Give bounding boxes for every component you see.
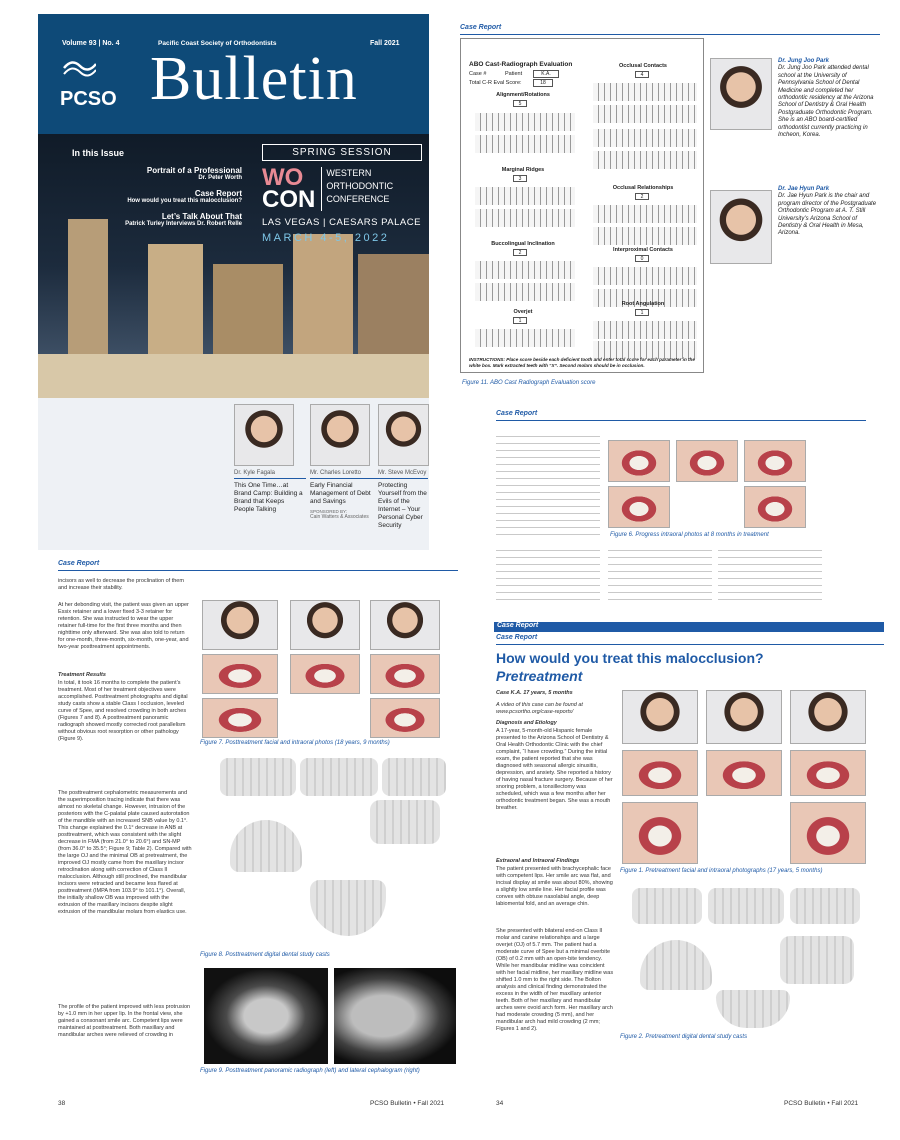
abo-section-score: 1 — [513, 317, 527, 324]
cover-item-title: Portrait of a Professional — [146, 166, 242, 175]
text-column — [496, 546, 600, 606]
speaker-photo — [310, 404, 370, 466]
study-cast-view — [716, 990, 790, 1028]
author-photo — [710, 190, 772, 264]
case-patient-line: Case K.A. 17 years, 5 months — [496, 690, 573, 696]
author-bio-text: Dr. Jung Joo Park attended dental school at the University of Pennsylvania School of Dental Medicine and completed her orthodontic residency at the Arizona School of Dentistry & Oral Health Postgraduate Orthodontic Program. She is an ABO board-certified orthodontist currently practicing in Incheon, Korea. — [778, 65, 874, 139]
author-photo — [710, 58, 772, 130]
posttreatment-intraoral-photo — [290, 654, 360, 694]
tooth-chart-row — [475, 283, 575, 301]
cover-society: Pacific Coast Society of Orthodontists — [158, 40, 277, 47]
tooth-chart-row — [593, 227, 697, 245]
abo-section-label: Root Angulation — [621, 301, 665, 307]
tooth-chart-row — [475, 113, 575, 131]
cover-issue-block — [72, 148, 242, 227]
abo-title: ABO Cast-Radiograph Evaluation — [469, 61, 573, 68]
progress-photo — [744, 486, 806, 528]
figure-2-caption: Figure 2. Pretreatment digital dental study casts — [620, 1034, 748, 1040]
posttreatment-intraoral-photo — [202, 654, 278, 694]
panoramic-radiograph — [204, 968, 328, 1064]
cover-volume: Volume 93 | No. 4 — [62, 40, 120, 47]
speaker-strip — [38, 398, 429, 550]
woc-logo-bottom: CON — [262, 186, 316, 213]
woc-name-line: CONFERENCE — [326, 194, 390, 204]
text-column — [496, 432, 600, 540]
sponsor-name: Cain Watters & Associates — [310, 514, 369, 520]
cover-item-sub: Dr. Peter Worth — [198, 175, 242, 181]
pretreatment-facial-photo — [706, 690, 782, 744]
case-report-label: Case Report — [58, 560, 100, 567]
sponsor-label: SPONSORED BY: — [310, 509, 348, 514]
abo-instructions: INSTRUCTIONS: Place score beside each deficient tooth and enter total score for each parameter in the white box. Mark extracted teeth with “X”. Second molars should be in occlusion. — [469, 357, 695, 368]
case-subtitle: Pretreatment — [496, 668, 583, 684]
abo-evaluation-form — [460, 38, 704, 373]
pretreatment-intraoral-photo — [790, 802, 866, 864]
progress-photo — [744, 440, 806, 482]
cover-logo-pcso: PCSO — [60, 88, 117, 110]
figure-9-caption: Figure 9. Posttreatment panoramic radiograph (left) and lateral cephalogram (right) — [200, 1068, 420, 1074]
tooth-chart-row — [593, 205, 697, 223]
body-text: In total, it took 16 months to complete the patient’s treatment. Most of her treatment objectives were accomplished. Posttreatment photographs and digital study casts show a stable Class I occlusion, leveled curve of Spee, and resolved crowding in both arches (Figures 7 and 8). A posttreatment panoramic radiograph showed mostly corrected root parallelism without obvious root resorption or other pathology (Figure 9). — [58, 680, 188, 742]
abo-section-score: 4 — [635, 71, 649, 78]
abo-section-label: Interproximal Contacts — [613, 247, 673, 253]
study-cast-view — [780, 936, 854, 984]
abo-total-label: Total C-R Eval Score: — [469, 80, 522, 86]
abo-section-score: 3 — [513, 175, 527, 182]
author-bio-text: Dr. Jae Hyun Park is the chair and program director of the Postgraduate Orthodontic Program at A. T. Still University’s Arizona School of Dentistry & Oral Health in Mesa, Arizona. — [778, 193, 877, 237]
spring-session-label: SPRING SESSION — [262, 144, 422, 161]
woc-logo-top: WO — [262, 164, 304, 191]
cover-logo-bulletin: Bulletin — [150, 45, 358, 113]
speaker-card — [310, 470, 378, 520]
pretreatment-intraoral-photo — [622, 802, 698, 864]
body-text-intro: incisors as well to decrease the proclination of them and increase their stability. — [58, 578, 184, 591]
tooth-chart-row — [475, 209, 575, 227]
header-rule — [460, 34, 880, 35]
study-cast-view — [220, 758, 296, 796]
section-heading: Diagnosis and Etiology — [496, 720, 557, 726]
pretreatment-intraoral-photo — [790, 750, 866, 796]
woc-location: LAS VEGAS | CAESARS PALACE — [262, 217, 421, 228]
page-number: 38 — [58, 1100, 66, 1107]
section-heading: Treatment Results — [58, 672, 106, 678]
tooth-chart-row — [593, 321, 697, 339]
cover-panel — [38, 14, 429, 398]
woc-name-line: ORTHODONTIC — [326, 181, 394, 191]
pretreatment-intraoral-photo — [706, 750, 782, 796]
abo-section-label: Marginal Ridges — [501, 167, 545, 173]
cover-item-sub: Patrick Turley Interviews Dr. Robert Relle — [125, 221, 242, 227]
posttreatment-facial-photo — [290, 600, 360, 650]
tooth-chart-row — [475, 329, 575, 347]
abo-case-label: Case # — [469, 71, 487, 77]
body-text: The patient presented with brachycephalic face with competent lips. Her smile arc was flat, and incisal display at smile was about 80%, showing a slightly low smile line. Her facial profile was convex with obtuse nasolabial angle, deep labiomental fold, and an average chin. — [496, 866, 613, 907]
speaker-name: Mr. Steve McEvoy — [378, 470, 428, 479]
abo-patient-label: Patient — [505, 71, 523, 77]
speaker-name: Mr. Charles Loretto — [310, 470, 378, 479]
woc-ad — [262, 144, 422, 244]
tooth-chart-row — [593, 151, 697, 169]
posttreatment-intraoral-photo — [370, 654, 440, 694]
section-heading: Extraoral and Intraoral Findings — [496, 858, 580, 864]
case-title: How would you treat this malocclusion? — [496, 650, 764, 666]
posttreatment-intraoral-photo — [202, 698, 278, 738]
abo-section-score: 2 — [513, 249, 527, 256]
header-rule — [496, 644, 884, 645]
header-rule — [58, 570, 458, 571]
body-text: She presented with bilateral end-on Class II molar and canine relationships and a large overjet (OJ) of 5.7 mm. The patient had a moderate curve of Spee but a minimal overbite (OB) of 0.2 mm with an open-bite tendency. While her mandibular midline was coincident with her facial midline, her maxillary midline was shifted 1.0 mm to the right side. The Bolton analysis and clinical finding demonstrated the excess in the width of her maxillary anterior teeth. Both of her maxillary and mandibular arches were ovoid arch form. Her maxillary arch had moderate crowding (5 mm), and her mandibular arch had mild crowding (2 mm; Figures 1 and 2). — [496, 928, 614, 1032]
figure-11-caption: Figure 11. ABO Cast Radiograph Evaluation score — [462, 380, 596, 386]
pretreatment-intraoral-photo — [622, 750, 698, 796]
woc-name-line: WESTERN — [326, 168, 372, 178]
speaker-topic: This One Time…at Brand Camp: Building a Brand that Keeps People Talking — [234, 482, 303, 513]
speaker-name: Dr. Kyle Fagala — [234, 470, 306, 479]
pretreatment-facial-photo — [790, 690, 866, 744]
pcso-wave-logo-icon — [62, 56, 96, 80]
video-note: A video of this case can be found at www.pcsortho.org/case-reports/ — [496, 702, 583, 715]
study-cast-view — [300, 758, 378, 796]
study-cast-view — [382, 758, 446, 796]
figure-7-caption: Figure 7. Posttreatment facial and intraoral photos (18 years, 9 months) — [200, 740, 390, 746]
abo-total-value: 18 — [533, 79, 553, 87]
text-column — [608, 546, 712, 606]
body-text: The posttreatment cephalometric measurements and the superimposition tracing indicate that there was almost no skeletal change. However, intrusion of the posteriors with the C-palatal plate caused autorotation of the mandible with an increased SNB value by 0.1°. This change explained the 0.1° decrease in ANB at posttreatment, which was consistent with the slight decrease in FMA (from 21.0° to 20.6°) and SN-MP (from 36.0° to 35.5°; Figure 9; Table 2). Compared with the large OJ and the minimal OB at pretreatment, the improved OJ mostly came from the maxillary incisor retroclination along with correction of Class II malocclusion. Although still proclined, the mandibular incisors were retracted and became less flared at posttreatment (IMPA from 103.9° to 101.1°). Overall, the initially shallow OB was improved with the extrusion of the maxillary incisors despite slight extrusion of the mandibular molars from elastics use. — [58, 790, 192, 915]
tooth-chart-row — [475, 135, 575, 153]
tooth-chart-row — [593, 105, 697, 123]
case-report-label: Case Report — [496, 410, 538, 417]
page-footer: PCSO Bulletin • Fall 2021 — [784, 1100, 859, 1107]
speaker-topic: Protecting Yourself from the Evils of the Internet – Your Personal Cyber Security — [378, 482, 427, 529]
speaker-card — [234, 470, 306, 514]
study-cast-view — [790, 888, 860, 924]
cover-item-sub: How would you treat this malocclusion? — [127, 198, 242, 204]
woc-dates: MARCH 4-5, 2022 — [262, 232, 390, 244]
page-footer: PCSO Bulletin • Fall 2021 — [370, 1100, 445, 1107]
cover-item-title: Let’s Talk About That — [161, 212, 242, 221]
page-number: 34 — [496, 1100, 504, 1107]
lateral-cephalogram — [334, 968, 456, 1064]
progress-photo — [676, 440, 738, 482]
abo-section-score: 5 — [513, 100, 527, 107]
speaker-card — [378, 470, 428, 530]
body-text: At her debonding visit, the patient was given an upper Essix retainer and a lower fixed 3-3 retainer for retention. She was instructed to wear the upper retainer full-time for the first three months and then nighttime only afterward. She was also told to return for one-month, three-month, six-month, one-year, and two-year posttreatment appointments. — [58, 602, 189, 650]
author-bio — [778, 186, 882, 238]
speaker-topic: Early Financial Management of Debt and Savings — [310, 482, 371, 505]
tooth-chart-row — [593, 267, 697, 285]
posttreatment-facial-photo — [202, 600, 278, 650]
tooth-chart-row — [593, 129, 697, 147]
in-this-issue-heading: In this Issue — [72, 148, 125, 158]
posttreatment-intraoral-photo — [370, 698, 440, 738]
abo-section-label: Overjet — [513, 309, 533, 315]
figure-8-caption: Figure 8. Posttreatment digital dental study casts — [200, 952, 330, 958]
abo-section-label: Buccolingual Inclination — [491, 241, 555, 247]
body-text: The profile of the patient improved with less protrusion by +1.0 mm in her upper lip. In the frontal view, she gained a consonant smile arc. Competent lips were maintained at posttreatment. Both maxillary and mandibular arches were relieved of crowding in — [58, 1004, 191, 1038]
study-cast-view — [632, 888, 702, 924]
study-cast-view — [708, 888, 784, 924]
author-bio — [778, 58, 882, 139]
abo-section-score: 2 — [635, 193, 649, 200]
abo-patient-value: K.A. — [533, 70, 559, 78]
cover-season: Fall 2021 — [370, 40, 400, 47]
cover-plaza — [38, 354, 429, 398]
progress-photo — [608, 440, 670, 482]
case-report-bar: Case Report — [494, 622, 884, 632]
abo-section-label: Alignment/Rotations — [496, 92, 550, 98]
author-name: Dr. Jae Hyun Park — [778, 186, 830, 192]
study-cast-view — [310, 880, 386, 936]
header-rule — [496, 420, 866, 421]
cover-item-title: Case Report — [194, 189, 242, 198]
study-cast-view — [230, 820, 302, 872]
abo-section-label: Occlusal Relationships — [612, 185, 674, 191]
speaker-photo — [234, 404, 294, 466]
body-text: A 17-year, 5-month-old Hispanic female presented to the Arizona School of Dentistry & Oral Health Orthodontic Clinic with the chief complaint, “I have crowding.” During the initial exam, the patient reported that she was diagnosed with seasonal allergic sinusitis, depression, and anxiety. She reported a history of having nasal fracture surgery. Because of her snoring problem, a tonsillectomy was scheduled, which was a few months after her orthodontic treatment began. She was a mouth breather. — [496, 728, 613, 811]
case-report-label: Case Report — [496, 634, 538, 641]
abo-section-label: Occlusal Contacts — [619, 63, 667, 69]
case-report-label: Case Report — [460, 24, 502, 31]
text-column — [718, 546, 822, 606]
study-cast-view — [640, 940, 712, 990]
speaker-photo — [378, 404, 429, 466]
pretreatment-facial-photo — [622, 690, 698, 744]
abo-section-score: 0 — [635, 255, 649, 262]
tooth-chart-row — [475, 187, 575, 205]
author-name: Dr. Jung Joo Park — [778, 58, 830, 64]
progress-photo — [608, 486, 670, 528]
figure-1-caption: Figure 1. Pretreatment facial and intraoral photographs (17 years, 5 months) — [620, 868, 823, 874]
tooth-chart-row — [593, 83, 697, 101]
study-cast-view — [370, 800, 440, 844]
posttreatment-facial-photo — [370, 600, 440, 650]
abo-section-score: 1 — [635, 309, 649, 316]
figure-6-caption: Figure 6. Progress intraoral photos at 8 months in treatment — [610, 532, 769, 538]
tooth-chart-row — [475, 261, 575, 279]
